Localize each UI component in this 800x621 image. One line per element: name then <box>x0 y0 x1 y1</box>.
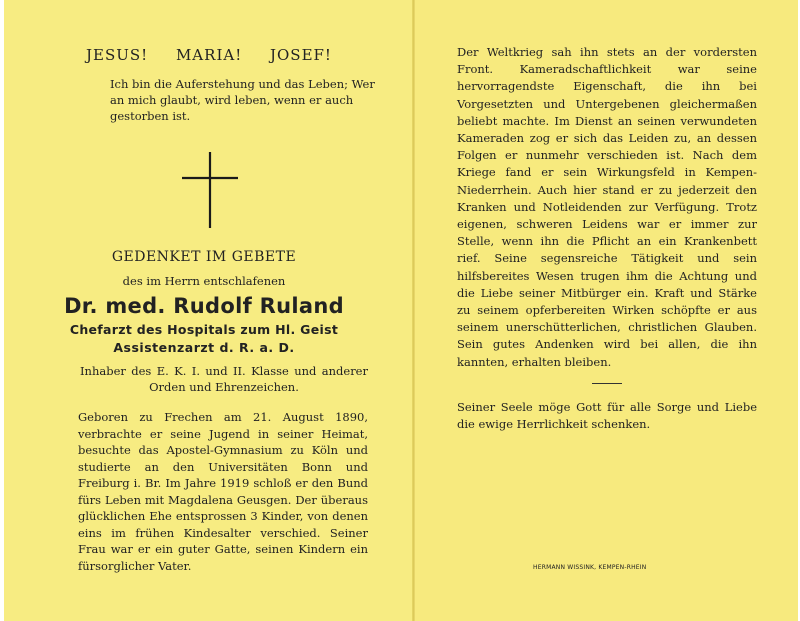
decorations-text: Inhaber des E. K. I. und II. Klasse und anderer Orden und Ehrenzeichen. <box>80 364 368 394</box>
war-and-career-paragraph: Der Weltkrieg sah ihn stets an der vordersten Front. Kameradschaftlichkeit war seine hervorragendste Eigenschaft, die ihn bei Vorgesetzten und Untergebenen gleichermaßen beliebt machte. Im Dienst an seinen verwundeten Kameraden zog er sich das Leiden zu, an dessen Folgen er nunmehr verschieden ist. Nach dem Kriege fand er sein Wirkungsfeld in Kempen-Niederrhein. Auch hier stand er zu jederzeit den Kranken und Notleidenden zur Verfügung. Trotz eigenen, schweren Leidens war er immer zur Stelle, wenn ihn die Pflicht an ein Krankenbett rief. Seine segensreiche Tätigkeit und sein hilfsbereites Wesen trugen ihm die Achtung und die Liebe seiner Mitbürger ein. Kraft und Stärke zu seinem opferbereiten Wirken schöpfte er aus seinem unerschütterlichen, christlichen Glauben. Sein gutes Andenken wird bei allen, die ihn kannten, erhalten bleiben. <box>457 45 757 369</box>
remembrance-heading: GEDENKET IM GEBETE <box>111 249 297 265</box>
biography-paragraph: Geboren zu Frechen am 21. August 1890, verbrachte er seine Jugend in seiner Heimat, besuchte das Apostel-Gymnasium zu Köln und studierte an den Universitäten Bonn und Freiburg i. Br. Im Jahre 1919 schloß er den Bund fürs Leben mit Magdalena Geusgen. Der überaus glücklichen Ehe entsprossen 3 Kinder, von denen eins im frühen Kindesalter verschied. Seiner Frau war er ein guter Gatte, seinen Kindern ein fürsorglicher Vater. <box>78 410 368 573</box>
section-divider <box>592 383 622 384</box>
closing-prayer: Seiner Seele möge Gott für alle Sorge und Liebe die ewige Herrlichkeit schenken. <box>457 400 757 431</box>
deceased-name: Dr. med. Rudolf Ruland <box>64 294 344 318</box>
latin-cross-icon <box>180 150 240 230</box>
scripture-quote: Ich bin die Auferstehung und das Leben; Wer an mich glaubt, wird leben, wenn er auch gestorben ist. <box>110 77 375 123</box>
printer-imprint: HERMANN WISSINK, KEMPEN-RHEIN <box>533 564 647 571</box>
deceased-title-chief: Chefarzt des Hospitals zum Hl. Geist <box>69 322 339 337</box>
deceased-title-assistant: Assistenzarzt d. R. a. D. <box>113 340 295 355</box>
deceased-intro: des im Herrn entschlafenen <box>122 274 286 288</box>
invocation-heading: JESUS! MARIA! JOSEF! <box>86 46 332 64</box>
